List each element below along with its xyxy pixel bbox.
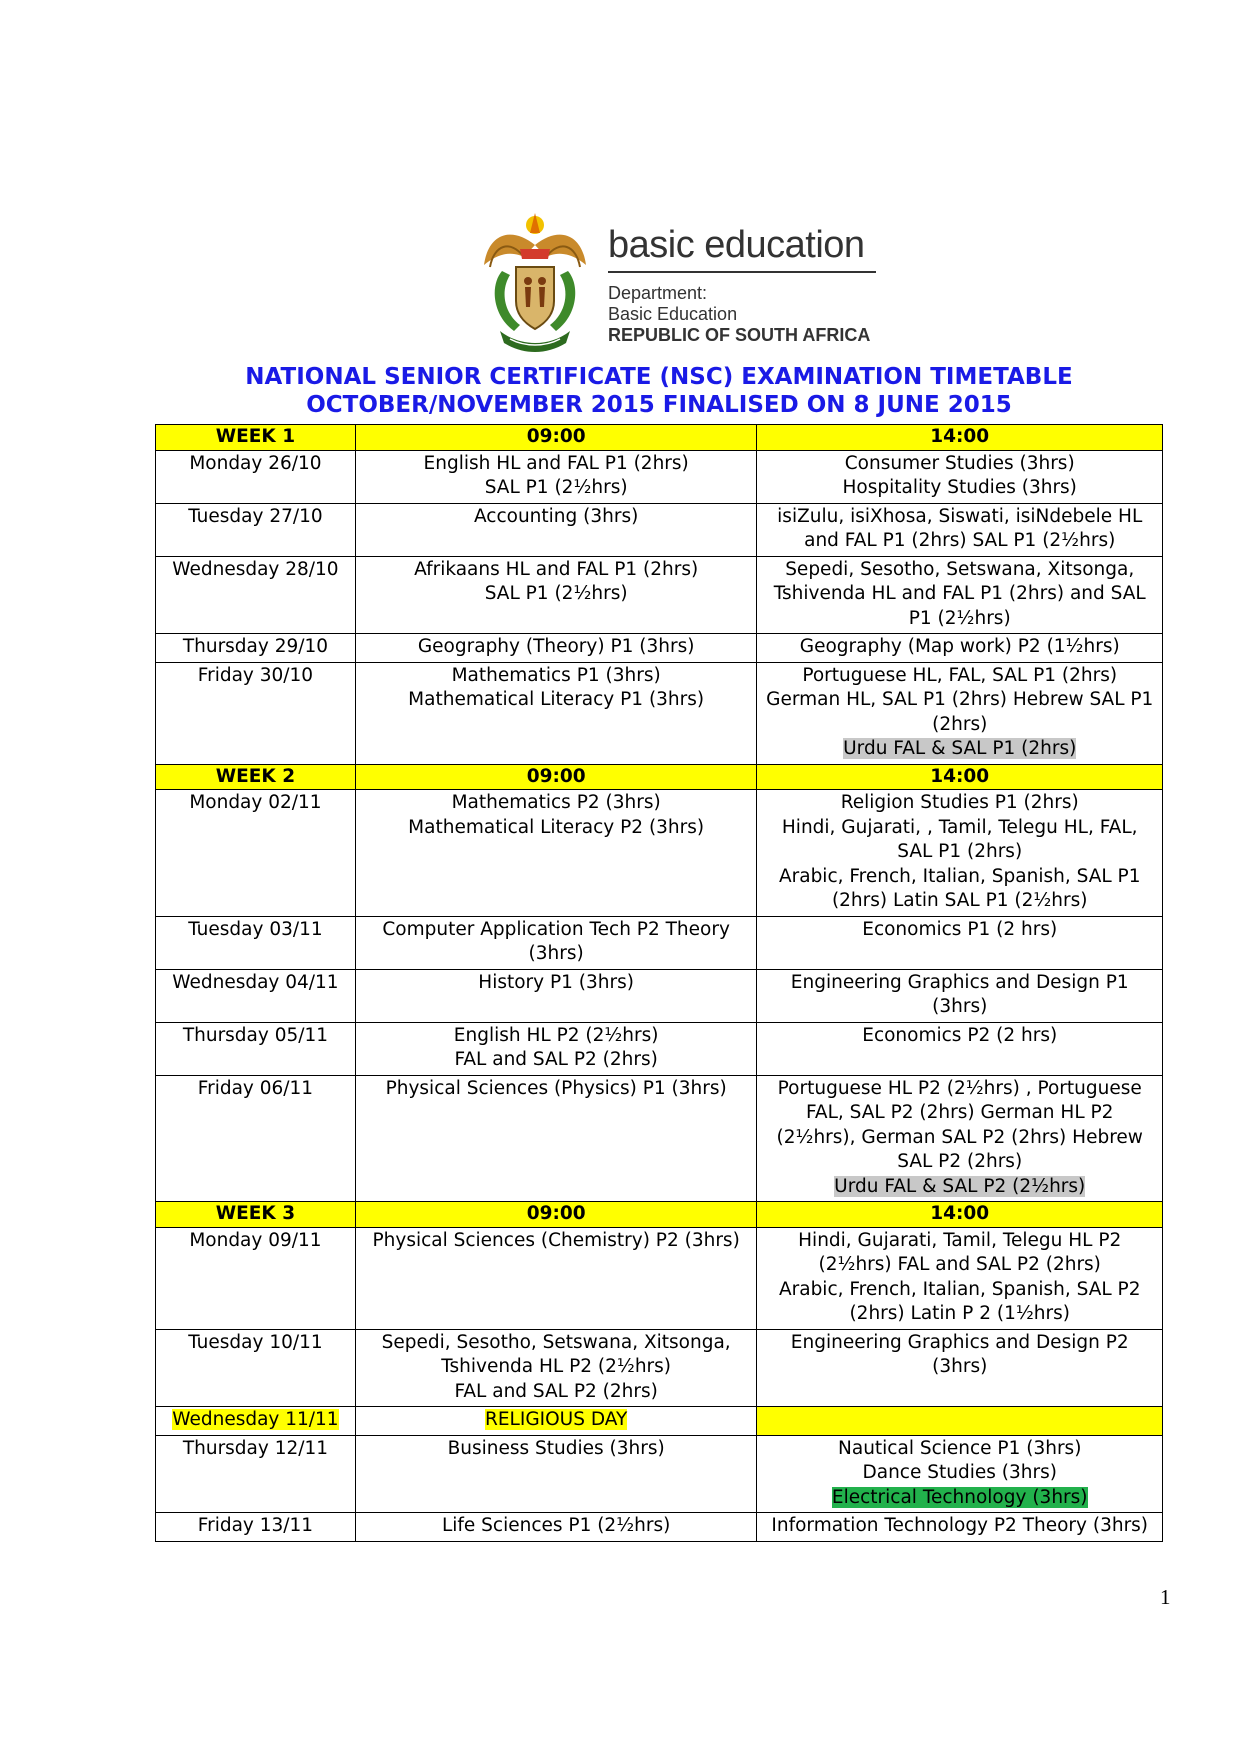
table-row	[156, 634, 1163, 663]
pm-paper-line: FAL, SAL P2 (2hrs) German HL P2	[805, 1102, 1114, 1123]
title-line-1: NATIONAL SENIOR CERTIFICATE (NSC) EXAMINATION TIMETABLE	[245, 364, 1073, 390]
session-am-header: 09:00	[355, 1202, 757, 1228]
pm-paper-line: Tshivenda HL and FAL P1 (2hrs) and SAL	[773, 583, 1146, 604]
am-paper-line: FAL and SAL P2 (2hrs)	[454, 1049, 658, 1070]
day-label: Thursday 05/11	[182, 1024, 329, 1046]
day-cell	[156, 1227, 356, 1329]
pm-paper-line: (2½hrs) FAL and SAL P2 (2hrs)	[818, 1254, 1101, 1275]
day-cell	[156, 1329, 356, 1407]
day-label: Tuesday 27/10	[188, 505, 323, 527]
session-pm-header: 14:00	[757, 425, 1163, 451]
day-label: Thursday 29/10	[182, 636, 329, 657]
table-row	[156, 503, 1163, 556]
day-cell	[156, 1435, 356, 1513]
pm-note-line-highlight: Electrical Technology (3hrs)	[831, 1486, 1088, 1508]
day-label-highlight: Wednesday 11/11	[172, 1409, 339, 1430]
week-header-row	[156, 425, 1163, 451]
pm-note-line-highlight: Urdu FAL & SAL P2 (2½hrs)	[834, 1175, 1086, 1197]
pm-paper-line: Portuguese HL P2 (2½hrs) , Portuguese	[777, 1077, 1142, 1099]
am-paper-line: English HL P2 (2½hrs)	[453, 1024, 659, 1046]
pm-paper-cell	[757, 634, 1163, 663]
session-pm-header: 14:00	[757, 1202, 1163, 1228]
pm-paper-line: Information Technology P2 Theory (3hrs)	[771, 1515, 1149, 1536]
pm-paper-line: Nautical Science P1 (3hrs)	[838, 1437, 1082, 1459]
am-paper-cell	[355, 969, 757, 1022]
pm-paper-cell	[757, 1329, 1163, 1407]
day-label: Monday 26/10	[189, 452, 322, 474]
day-label: Wednesday 04/11	[172, 971, 339, 993]
day-label: Friday 13/11	[197, 1515, 314, 1536]
pm-paper-line: Consumer Studies (3hrs)	[844, 452, 1075, 474]
table-row	[156, 1075, 1163, 1202]
pm-paper-cell	[757, 450, 1163, 503]
pm-paper-line: (2hrs)	[932, 713, 988, 735]
am-paper-cell	[355, 1075, 757, 1202]
pm-paper-cell	[757, 1435, 1163, 1513]
brand-block	[608, 225, 876, 346]
am-paper-cell	[355, 556, 757, 634]
am-paper-line: Accounting (3hrs)	[473, 505, 639, 527]
brand-name: basic education	[608, 224, 865, 266]
pm-paper-line: Geography (Map work) P2 (1½hrs)	[799, 636, 1120, 657]
day-label: Wednesday 28/10	[172, 558, 339, 580]
am-paper-cell	[355, 662, 757, 764]
table-row	[156, 1407, 1163, 1436]
am-paper-line: Geography (Theory) P1 (3hrs)	[417, 636, 695, 657]
pm-paper-line: SAL P1 (2hrs)	[897, 841, 1023, 862]
pm-paper-cell	[757, 790, 1163, 917]
pm-paper-cell	[757, 1022, 1163, 1075]
day-cell	[156, 1022, 356, 1075]
pm-paper-cell	[757, 503, 1163, 556]
am-paper-line: Tshivenda HL P2 (2½hrs)	[441, 1356, 672, 1377]
title-line-2: OCTOBER/NOVEMBER 2015 FINALISED ON 8 JUNE 2015	[306, 392, 1012, 418]
day-cell	[156, 790, 356, 917]
am-paper-cell	[355, 1513, 757, 1542]
pm-paper-line: Hospitality Studies (3hrs)	[842, 477, 1077, 498]
pm-paper-line: Engineering Graphics and Design P1	[790, 971, 1129, 993]
pm-note-line	[763, 1175, 1156, 1200]
pm-paper-line: (2hrs) Latin P 2 (1½hrs)	[849, 1303, 1070, 1324]
am-paper-line: (3hrs)	[528, 943, 584, 964]
week-header-row	[156, 1202, 1163, 1228]
timetable-body	[156, 425, 1163, 1542]
am-paper-line: Mathematics P2 (3hrs)	[451, 792, 661, 813]
day-cell	[156, 969, 356, 1022]
am-paper-line: Afrikaans HL and FAL P1 (2hrs)	[414, 558, 699, 580]
am-paper-cell	[355, 634, 757, 663]
document-title	[155, 363, 1163, 419]
pm-paper-line: (3hrs)	[932, 996, 988, 1017]
pm-paper-line: Religion Studies P1 (2hrs)	[840, 792, 1079, 813]
am-paper-line: Computer Application Tech P2 Theory	[382, 918, 730, 940]
table-row	[156, 662, 1163, 764]
pm-paper-line: German HL, SAL P1 (2hrs) Hebrew SAL P1	[766, 689, 1154, 710]
am-paper-line: Mathematics P1 (3hrs)	[451, 664, 661, 686]
table-row	[156, 790, 1163, 917]
table-row	[156, 556, 1163, 634]
pm-paper-line: Hindi, Gujarati, , Tamil, Telegu HL, FAL,	[781, 816, 1138, 838]
day-label: Monday 02/11	[189, 792, 322, 813]
dept-line-1: Department:	[608, 283, 708, 303]
day-label: Friday 06/11	[197, 1077, 314, 1099]
pm-paper-cell	[757, 969, 1163, 1022]
day-label: Monday 09/11	[189, 1229, 322, 1251]
page-number: 1	[1160, 1585, 1171, 1609]
am-paper-line: English HL and FAL P1 (2hrs)	[423, 452, 689, 474]
session-am-header: 09:00	[355, 764, 757, 790]
pm-paper-line: Hindi, Gujarati, Tamil, Telegu HL P2	[798, 1229, 1122, 1251]
day-cell	[156, 662, 356, 764]
dept-line-2: Basic Education	[608, 304, 738, 324]
pm-paper-line: (3hrs)	[932, 1356, 988, 1377]
pm-paper-line: isiZulu, isiXhosa, Siswati, isiNdebele HL	[777, 505, 1143, 527]
pm-paper-line: Engineering Graphics and Design P2	[790, 1331, 1129, 1353]
am-paper-line: Mathematical Literacy P2 (3hrs)	[408, 816, 705, 838]
pm-paper-line: Arabic, French, Italian, Spanish, SAL P1	[778, 865, 1141, 887]
day-label: Thursday 12/11	[182, 1437, 329, 1459]
day-cell	[156, 556, 356, 634]
day-cell	[156, 1075, 356, 1202]
pm-paper-line: and FAL P1 (2hrs) SAL P1 (2½hrs)	[804, 530, 1116, 551]
am-paper-cell	[355, 790, 757, 917]
pm-paper-cell	[757, 1513, 1163, 1542]
table-row	[156, 1329, 1163, 1407]
am-paper-cell	[355, 916, 757, 969]
day-cell	[156, 916, 356, 969]
table-row	[156, 1227, 1163, 1329]
table-row	[156, 450, 1163, 503]
week-label: WEEK 2	[156, 764, 356, 790]
am-paper-line: SAL P1 (2½hrs)	[484, 477, 628, 498]
pm-paper-cell	[757, 1075, 1163, 1202]
session-am-header: 09:00	[355, 425, 757, 451]
table-row	[156, 1435, 1163, 1513]
pm-paper-line: Portuguese HL, FAL, SAL P1 (2hrs)	[802, 664, 1118, 686]
am-paper-cell	[355, 1227, 757, 1329]
day-cell	[156, 503, 356, 556]
am-paper-line: Business Studies (3hrs)	[447, 1437, 665, 1459]
am-paper-line-highlight: RELIGIOUS DAY	[485, 1409, 628, 1430]
am-paper-cell	[355, 1435, 757, 1513]
table-row	[156, 916, 1163, 969]
dbe-logo	[480, 205, 890, 353]
coat-of-arms-icon	[480, 205, 590, 353]
week-label: WEEK 1	[156, 425, 356, 451]
pm-paper-line: (2½hrs), German SAL P2 (2hrs) Hebrew	[776, 1126, 1143, 1148]
am-paper-cell	[355, 503, 757, 556]
day-cell	[156, 450, 356, 503]
table-row	[156, 969, 1163, 1022]
table-row	[156, 1513, 1163, 1542]
pm-paper-line: P1 (2½hrs)	[908, 607, 1011, 629]
pm-note-line	[763, 1486, 1156, 1511]
pm-paper-line: SAL P2 (2hrs)	[897, 1151, 1023, 1172]
am-paper-line	[362, 1408, 751, 1433]
pm-note-line	[763, 737, 1156, 762]
am-paper-cell	[355, 1407, 757, 1436]
day-cell	[156, 634, 356, 663]
am-paper-line: Physical Sciences (Chemistry) P2 (3hrs)	[372, 1229, 740, 1251]
pm-paper-line: Dance Studies (3hrs)	[862, 1462, 1057, 1483]
pm-paper-line: Economics P2 (2 hrs)	[862, 1024, 1058, 1046]
pm-paper-cell	[757, 916, 1163, 969]
dept-line-3: REPUBLIC OF SOUTH AFRICA	[608, 325, 871, 345]
am-paper-line: Mathematical Literacy P1 (3hrs)	[408, 689, 705, 710]
pm-note-line-highlight: Urdu FAL & SAL P1 (2hrs)	[843, 738, 1077, 759]
am-paper-line: SAL P1 (2½hrs)	[484, 583, 628, 604]
am-paper-line: History P1 (3hrs)	[478, 971, 634, 993]
day-label: Friday 30/10	[197, 664, 314, 686]
day-cell	[156, 1407, 356, 1436]
week-header-row	[156, 764, 1163, 790]
pm-paper-line: (2hrs) Latin SAL P1 (2½hrs)	[831, 890, 1088, 911]
pm-paper-cell	[757, 1227, 1163, 1329]
am-paper-line: Physical Sciences (Physics) P1 (3hrs)	[385, 1077, 727, 1099]
am-paper-cell	[355, 450, 757, 503]
pm-paper-cell	[757, 556, 1163, 634]
pm-paper-line: Arabic, French, Italian, Spanish, SAL P2	[778, 1278, 1141, 1300]
pm-paper-cell	[757, 662, 1163, 764]
day-label	[162, 1408, 349, 1433]
pm-paper-cell	[757, 1407, 1163, 1436]
am-paper-cell	[355, 1022, 757, 1075]
day-label: Tuesday 10/11	[188, 1331, 323, 1353]
day-label: Tuesday 03/11	[188, 918, 323, 940]
pm-paper-line: Economics P1 (2 hrs)	[862, 918, 1058, 940]
timetable	[155, 424, 1163, 1542]
brand-divider	[608, 271, 876, 273]
am-paper-line: FAL and SAL P2 (2hrs)	[454, 1380, 658, 1402]
pm-paper-line: Sepedi, Sesotho, Setswana, Xitsonga,	[785, 558, 1135, 580]
session-pm-header: 14:00	[757, 764, 1163, 790]
am-paper-line: Life Sciences P1 (2½hrs)	[441, 1515, 671, 1536]
week-label: WEEK 3	[156, 1202, 356, 1228]
table-row	[156, 1022, 1163, 1075]
am-paper-cell	[355, 1329, 757, 1407]
day-cell	[156, 1513, 356, 1542]
am-paper-line: Sepedi, Sesotho, Setswana, Xitsonga,	[381, 1331, 731, 1353]
